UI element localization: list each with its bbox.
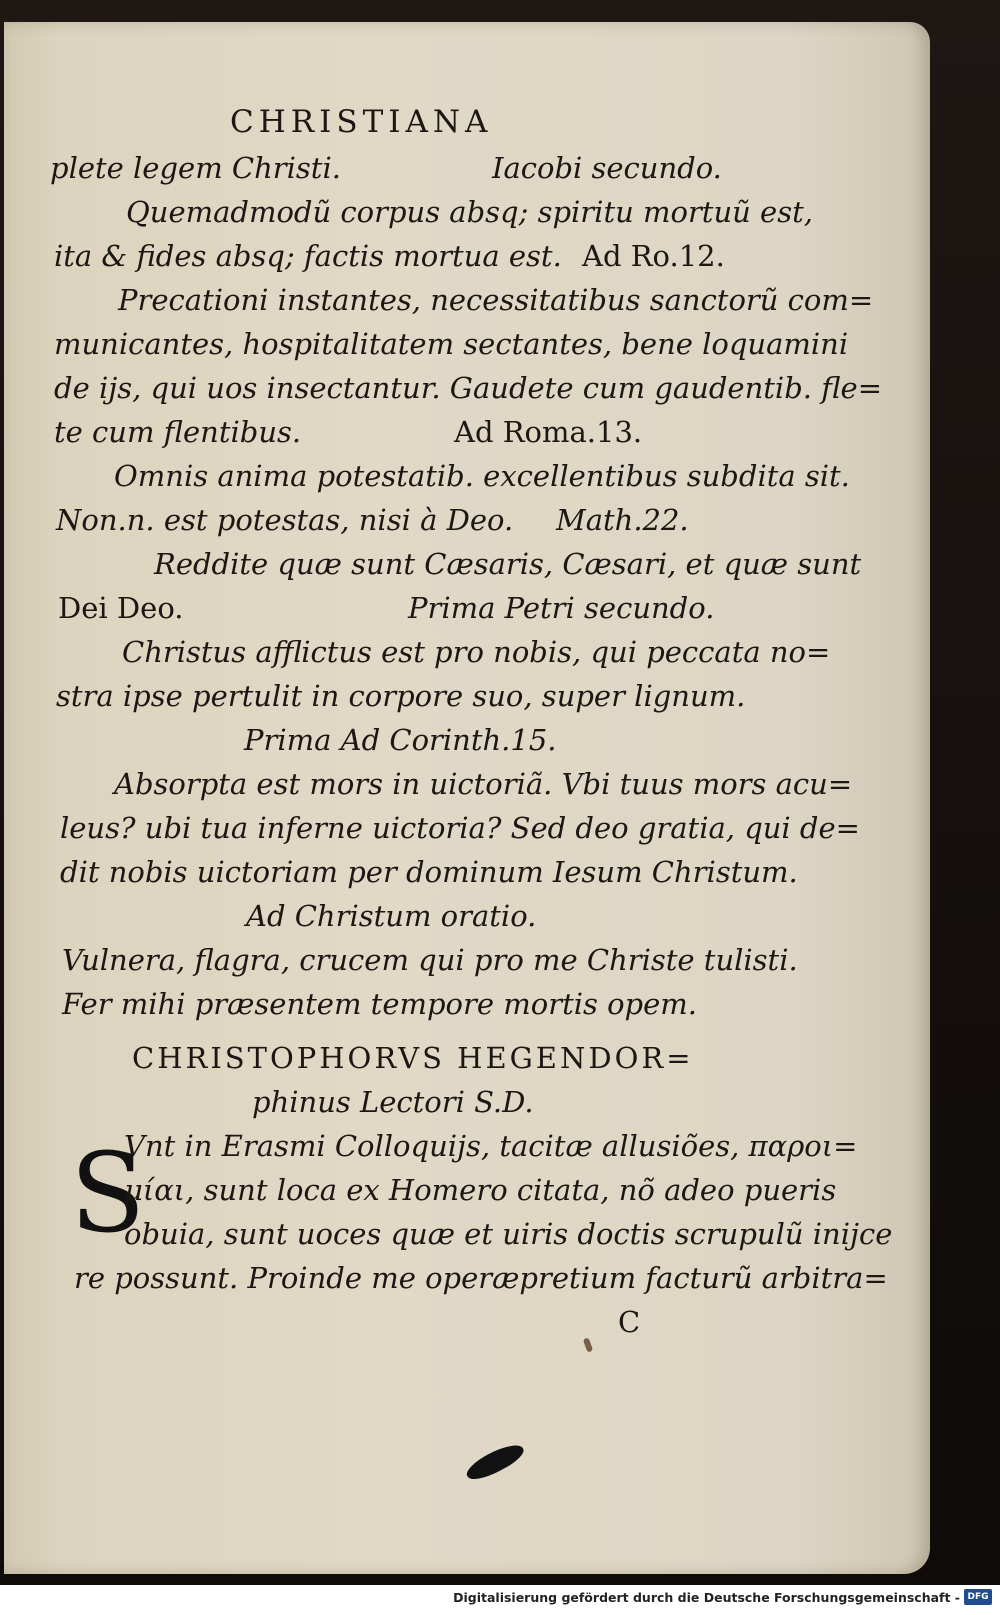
text-line: Precationi instantes, necessitatibus sanctorũ com= [118,283,874,317]
text-line: Math.22. [556,503,689,537]
text-line: Dei Deo. [58,591,184,625]
text-line: Ad Christum oratio. [246,899,537,933]
drop-cap: S [70,1129,146,1257]
text-line: Christus afflictus est pro nobis, qui peccata no= [122,635,831,669]
text-line: Ad Roma.13. [454,415,643,449]
dfg-logo: DFG [964,1589,992,1605]
paragraph-line: obuia, sunt uoces quæ et uiris doctis scrupulũ inijce [124,1217,893,1251]
text-line: Iacobi secundo. [492,151,722,185]
text-line: Fer mihi præsentem tempore mortis opem. [62,987,697,1021]
text-line: Absorpta est mors in uictoriã. Vbi tuus mors acu= [114,767,853,801]
stain-speck [583,1337,593,1352]
text-line: leus? ubi tua inferne uictoria? Sed deo gratia, qui de= [60,811,860,845]
paragraph-line: μίαι, sunt loca ex Homero citata, nõ adeo pueris [124,1173,837,1207]
section-heading: CHRISTOPHORVS HEGENDOR= [132,1041,694,1075]
text-line: ita & fides absq; factis mortua est. [54,239,562,273]
text-line: stra ipse pertulit in corpore suo, super lignum. [56,679,746,713]
text-line: Prima Ad Corinth.15. [244,723,557,757]
text-line: Ad Ro.12. [582,239,725,273]
text-line: Omnis anima potestatib. excellentibus subdita sit. [114,459,850,493]
text-line: municantes, hospitalitatem sectantes, bene loquamini [54,327,849,361]
text-line: Quemadmodũ corpus absq; spiritu mortuũ est, [126,195,813,229]
funding-notice: Digitalisierung gefördert durch die Deutsche Forschungsgemeinschaft - [453,1590,960,1605]
text-line: Non.n. est potestas, nisi à Deo. [56,503,514,537]
footer-bar [0,1585,1000,1615]
text-line: Reddite quæ sunt Cæsaris, Cæsari, et quæ sunt [154,547,862,581]
signature-mark: C [618,1305,641,1339]
text-line: Prima Petri secundo. [408,591,715,625]
book-page [4,22,930,1574]
text-line: Vulnera, flagra, crucem qui pro me Christe tulisti. [62,943,798,977]
text-line: te cum flentibus. [54,415,302,449]
section-heading-continued: phinus Lectori S.D. [252,1085,534,1119]
text-line: de ijs, qui uos insectantur. Gaudete cum gaudentib. fle= [54,371,883,405]
ink-blot [463,1439,527,1486]
text-line: plete legem Christi. [50,151,341,185]
text-line: dit nobis uictoriam per dominum Iesum Christum. [60,855,798,889]
running-head: CHRISTIANA [230,104,493,140]
paragraph-line: Vnt in Erasmi Colloquijs, tacitæ allusiões, παροι= [124,1129,858,1163]
paragraph-line: re possunt. Proinde me operæpretium facturũ arbitra= [74,1261,888,1295]
